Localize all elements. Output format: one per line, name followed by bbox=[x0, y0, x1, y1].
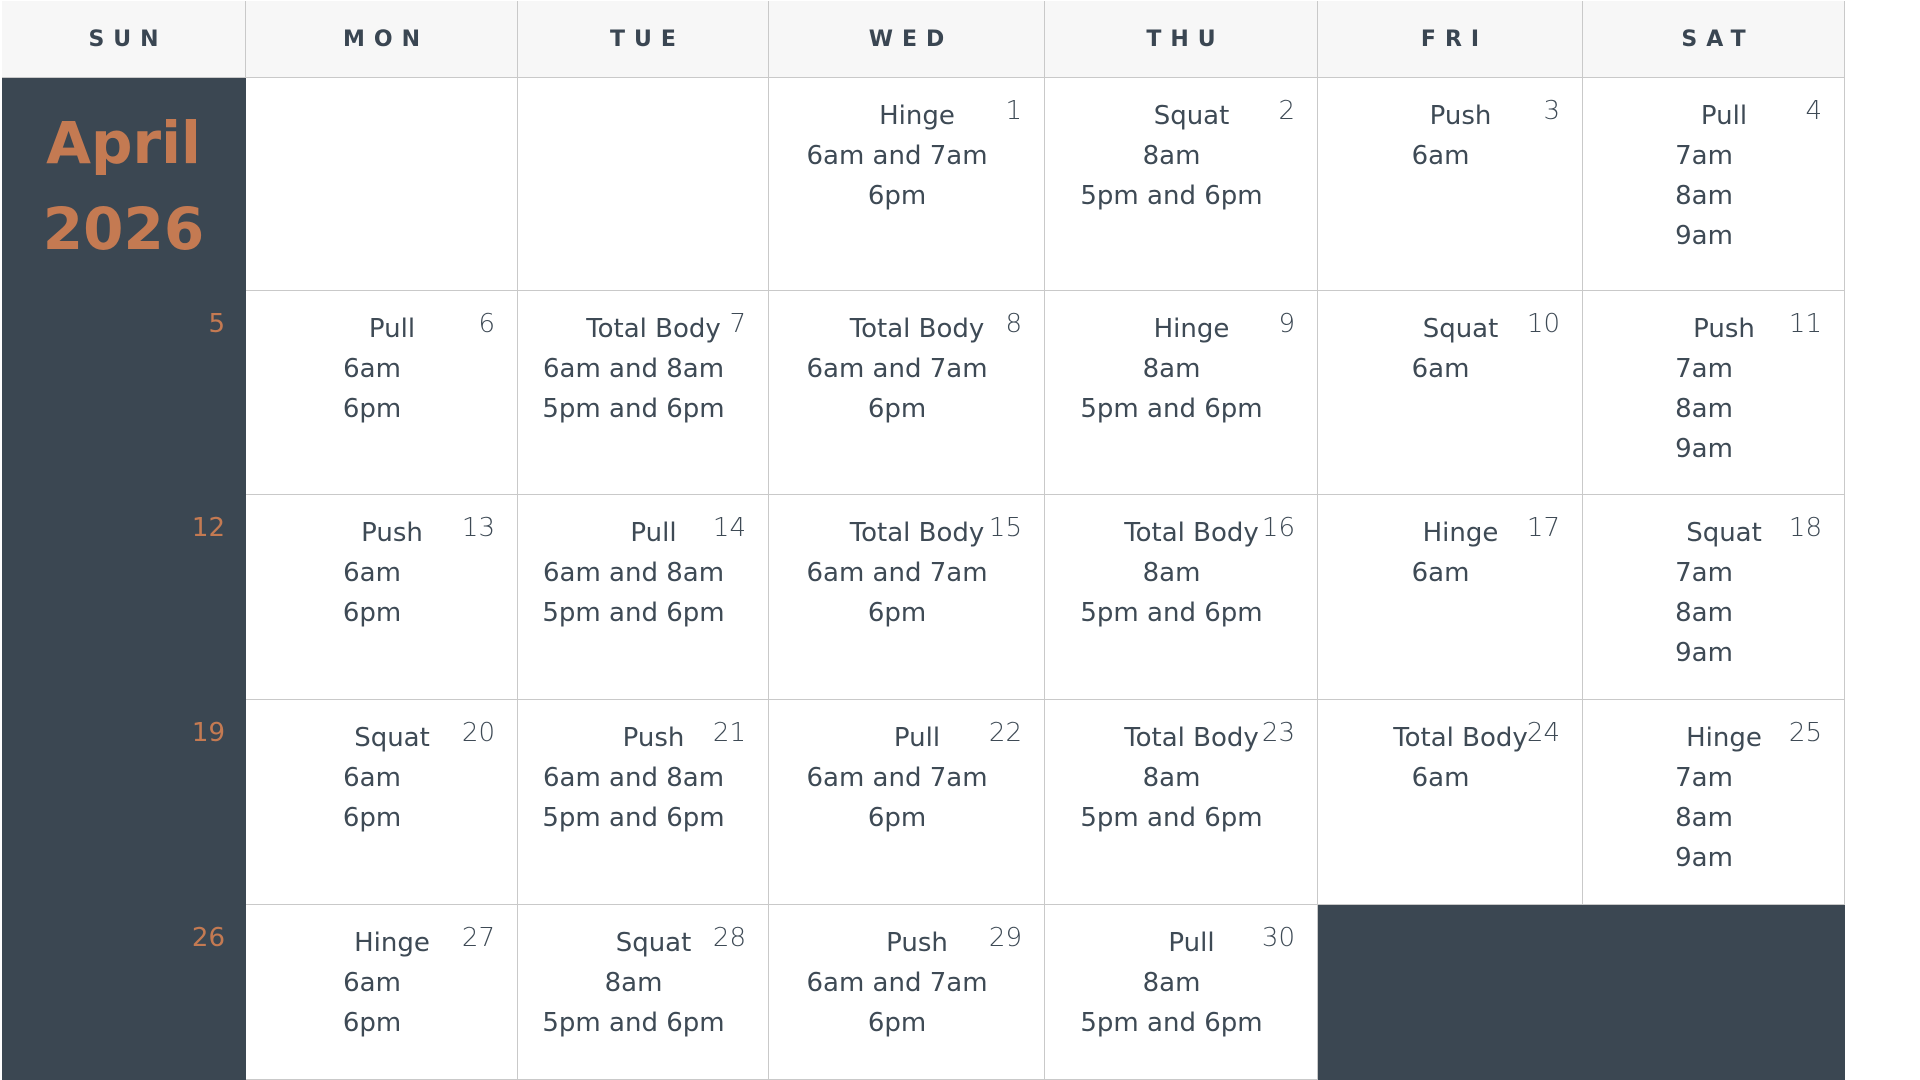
day-number: 28 bbox=[712, 923, 746, 953]
workout-block bbox=[1045, 96, 1298, 216]
weekday-header-6 bbox=[1583, 1, 1845, 78]
workout-name: Total Body bbox=[1124, 518, 1259, 548]
class-time: 6am bbox=[1411, 763, 1470, 793]
class-time: 6pm bbox=[342, 1008, 402, 1038]
day-cell[interactable] bbox=[1318, 700, 1583, 905]
class-time: 6pm bbox=[342, 394, 402, 424]
class-time: 6pm bbox=[867, 803, 927, 833]
day-number: 11 bbox=[1788, 309, 1822, 339]
day-cell[interactable] bbox=[1045, 291, 1318, 495]
sunday-cell bbox=[2, 905, 246, 1080]
class-time: 9am bbox=[1675, 638, 1733, 668]
class-time: 9am bbox=[1675, 843, 1733, 873]
class-time: 5pm and 6pm bbox=[542, 598, 725, 628]
class-time: 8am bbox=[1675, 181, 1733, 211]
weekday-header-1 bbox=[246, 1, 518, 78]
workout-block bbox=[246, 309, 498, 429]
workout-name: Total Body bbox=[1124, 723, 1259, 753]
day-number: 20 bbox=[461, 718, 495, 748]
empty-day-cell bbox=[1318, 905, 1583, 1080]
day-number: 21 bbox=[712, 718, 746, 748]
day-number: 29 bbox=[988, 923, 1022, 953]
class-time: 8am bbox=[1675, 598, 1733, 628]
day-cell[interactable] bbox=[1318, 78, 1583, 291]
day-number: 16 bbox=[1261, 513, 1295, 543]
class-time: 6am bbox=[343, 968, 401, 998]
day-number: 4 bbox=[1805, 96, 1822, 126]
day-number: 24 bbox=[1526, 718, 1560, 748]
workout-name: Squat bbox=[1153, 101, 1230, 131]
workout-name: Total Body bbox=[849, 314, 985, 344]
sunday-cell bbox=[2, 700, 246, 905]
workout-block bbox=[1583, 718, 1825, 878]
class-time: 7am bbox=[1675, 763, 1733, 793]
day-cell[interactable] bbox=[1583, 700, 1845, 905]
workout-name: Squat bbox=[1422, 314, 1499, 344]
class-time: 6am bbox=[1411, 141, 1470, 171]
workout-name: Total Body bbox=[1393, 723, 1528, 753]
class-time: 8am bbox=[1142, 763, 1201, 793]
class-time: 6am and 7am bbox=[806, 354, 988, 384]
workout-block bbox=[769, 96, 1025, 216]
class-time: 6am and 7am bbox=[806, 968, 988, 998]
workout-block bbox=[1045, 309, 1298, 429]
day-cell[interactable] bbox=[246, 495, 518, 700]
workout-name: Push bbox=[622, 723, 685, 753]
day-cell[interactable] bbox=[769, 700, 1045, 905]
day-number: 8 bbox=[1005, 309, 1022, 339]
day-cell[interactable] bbox=[246, 905, 518, 1080]
day-number: 27 bbox=[461, 923, 495, 953]
day-cell[interactable] bbox=[518, 905, 769, 1080]
class-time: 6am bbox=[343, 558, 401, 588]
day-number: 22 bbox=[988, 718, 1022, 748]
workout-block bbox=[769, 513, 1025, 633]
weekday-label: WED bbox=[868, 26, 954, 52]
workout-block bbox=[1583, 513, 1825, 673]
day-number: 6 bbox=[478, 309, 495, 339]
day-number: 13 bbox=[461, 513, 495, 543]
workout-block bbox=[1583, 96, 1825, 256]
day-number: 3 bbox=[1543, 96, 1560, 126]
month-title bbox=[2, 100, 245, 272]
class-time: 6pm bbox=[867, 394, 927, 424]
day-number: 9 bbox=[1278, 309, 1295, 339]
day-number: 30 bbox=[1261, 923, 1295, 953]
day-cell[interactable] bbox=[769, 905, 1045, 1080]
workout-block bbox=[769, 309, 1025, 429]
workout-block bbox=[246, 513, 498, 633]
weekday-label: SUN bbox=[88, 26, 168, 52]
weekday-label: SAT bbox=[1681, 26, 1755, 52]
day-number: 25 bbox=[1788, 718, 1822, 748]
workout-name: Hinge bbox=[1686, 723, 1762, 753]
workout-block bbox=[1045, 513, 1298, 633]
class-time: 8am bbox=[604, 968, 663, 998]
weekday-header-4 bbox=[1045, 1, 1318, 78]
day-cell[interactable] bbox=[1045, 700, 1318, 905]
workout-name: Total Body bbox=[586, 314, 721, 344]
workout-block bbox=[518, 718, 749, 838]
day-cell[interactable] bbox=[769, 291, 1045, 495]
weekday-header-2 bbox=[518, 1, 769, 78]
class-time: 6pm bbox=[867, 598, 927, 628]
day-number: 7 bbox=[729, 309, 746, 339]
month-name: April bbox=[46, 109, 201, 177]
sunday-cell bbox=[2, 495, 246, 700]
day-number: 18 bbox=[1788, 513, 1822, 543]
workout-name: Hinge bbox=[354, 928, 430, 958]
day-number: 17 bbox=[1526, 513, 1560, 543]
empty-day-cell bbox=[1583, 905, 1845, 1080]
day-number: 14 bbox=[712, 513, 746, 543]
class-time: 6pm bbox=[342, 598, 402, 628]
day-cell[interactable] bbox=[769, 495, 1045, 700]
class-time: 8am bbox=[1675, 803, 1733, 833]
class-time: 5pm and 6pm bbox=[1080, 1008, 1263, 1038]
workout-name: Squat bbox=[1686, 518, 1762, 548]
workout-block bbox=[246, 718, 498, 838]
workout-block bbox=[1045, 923, 1298, 1043]
weekday-header-0 bbox=[2, 1, 246, 78]
weekday-label: FRI bbox=[1420, 26, 1489, 52]
workout-name: Hinge bbox=[1153, 314, 1230, 344]
class-time: 8am bbox=[1142, 968, 1201, 998]
day-cell[interactable] bbox=[769, 78, 1045, 291]
year: 2026 bbox=[42, 195, 205, 263]
class-time: 6am bbox=[343, 354, 401, 384]
class-time: 6am and 7am bbox=[806, 141, 988, 171]
class-time: 9am bbox=[1675, 434, 1733, 464]
workout-name: Pull bbox=[893, 723, 941, 753]
day-number: 10 bbox=[1526, 309, 1560, 339]
workout-name: Squat bbox=[615, 928, 692, 958]
class-time: 6am bbox=[1411, 558, 1470, 588]
sunday-date: 19 bbox=[191, 718, 225, 748]
class-time: 5pm and 6pm bbox=[1080, 803, 1263, 833]
workout-block bbox=[1318, 96, 1563, 176]
class-time: 6am and 8am bbox=[542, 763, 725, 793]
class-time: 6am bbox=[1411, 354, 1470, 384]
day-cell[interactable] bbox=[246, 700, 518, 905]
workout-name: Pull bbox=[368, 314, 416, 344]
workout-block bbox=[1318, 309, 1563, 389]
class-time: 7am bbox=[1675, 141, 1733, 171]
day-cell[interactable] bbox=[518, 700, 769, 905]
class-time: 9am bbox=[1675, 221, 1733, 251]
workout-name: Push bbox=[1693, 314, 1755, 344]
workout-name: Total Body bbox=[849, 518, 985, 548]
workout-block bbox=[518, 309, 749, 429]
workout-block bbox=[1318, 513, 1563, 593]
class-time: 6pm bbox=[342, 803, 402, 833]
day-cell[interactable] bbox=[518, 291, 769, 495]
day-cell[interactable] bbox=[1045, 905, 1318, 1080]
day-cell[interactable] bbox=[1318, 495, 1583, 700]
month-title-cell bbox=[2, 78, 246, 291]
day-cell[interactable] bbox=[1583, 78, 1845, 291]
day-cell[interactable] bbox=[1583, 495, 1845, 700]
class-time: 6pm bbox=[867, 181, 927, 211]
empty-day-cell bbox=[246, 78, 518, 291]
weekday-label: MON bbox=[342, 26, 429, 52]
class-time: 5pm and 6pm bbox=[1080, 181, 1263, 211]
sunday-date: 5 bbox=[208, 309, 225, 339]
class-time: 6am and 8am bbox=[542, 354, 725, 384]
class-time: 6am and 7am bbox=[806, 558, 988, 588]
class-time: 6pm bbox=[867, 1008, 927, 1038]
weekday-label: TUE bbox=[610, 26, 685, 52]
day-number: 2 bbox=[1278, 96, 1295, 126]
sunday-date: 12 bbox=[191, 513, 225, 543]
workout-name: Squat bbox=[354, 723, 430, 753]
day-cell[interactable] bbox=[518, 495, 769, 700]
class-time: 8am bbox=[1142, 354, 1201, 384]
workout-name: Pull bbox=[630, 518, 677, 548]
class-time: 8am bbox=[1675, 394, 1733, 424]
workout-name: Hinge bbox=[879, 101, 955, 131]
workout-name: Pull bbox=[1168, 928, 1215, 958]
empty-day-cell bbox=[518, 78, 769, 291]
day-number: 1 bbox=[1005, 96, 1022, 126]
workout-block bbox=[518, 513, 749, 633]
workout-name: Push bbox=[886, 928, 948, 958]
class-time: 7am bbox=[1675, 558, 1733, 588]
workout-block bbox=[1045, 718, 1298, 838]
class-time: 7am bbox=[1675, 354, 1733, 384]
workout-block bbox=[1318, 718, 1563, 798]
workout-name: Pull bbox=[1700, 101, 1748, 131]
class-time: 5pm and 6pm bbox=[1080, 598, 1263, 628]
day-cell[interactable] bbox=[1583, 291, 1845, 495]
weekday-header-3 bbox=[769, 1, 1045, 78]
class-time: 5pm and 6pm bbox=[1080, 394, 1263, 424]
workout-block bbox=[769, 718, 1025, 838]
class-time: 8am bbox=[1142, 558, 1201, 588]
workout-name: Push bbox=[1429, 101, 1492, 131]
workout-name: Hinge bbox=[1422, 518, 1499, 548]
day-number: 15 bbox=[988, 513, 1022, 543]
sunday-cell bbox=[2, 291, 246, 495]
workout-block bbox=[518, 923, 749, 1043]
class-time: 6am and 8am bbox=[542, 558, 725, 588]
workout-block bbox=[246, 923, 498, 1043]
day-cell[interactable] bbox=[1045, 78, 1318, 291]
weekday-header-5 bbox=[1318, 1, 1583, 78]
day-cell[interactable] bbox=[246, 291, 518, 495]
class-time: 8am bbox=[1142, 141, 1201, 171]
day-cell[interactable] bbox=[1318, 291, 1583, 495]
class-time: 6am and 7am bbox=[806, 763, 988, 793]
day-cell[interactable] bbox=[1045, 495, 1318, 700]
workout-block bbox=[1583, 309, 1825, 469]
class-time: 5pm and 6pm bbox=[542, 1008, 725, 1038]
weekday-label: THU bbox=[1146, 26, 1225, 52]
day-number: 23 bbox=[1261, 718, 1295, 748]
class-time: 5pm and 6pm bbox=[542, 394, 725, 424]
class-time: 6am bbox=[343, 763, 401, 793]
class-time: 5pm and 6pm bbox=[542, 803, 725, 833]
sunday-date: 26 bbox=[191, 923, 225, 953]
workout-name: Push bbox=[361, 518, 423, 548]
workout-block bbox=[769, 923, 1025, 1043]
